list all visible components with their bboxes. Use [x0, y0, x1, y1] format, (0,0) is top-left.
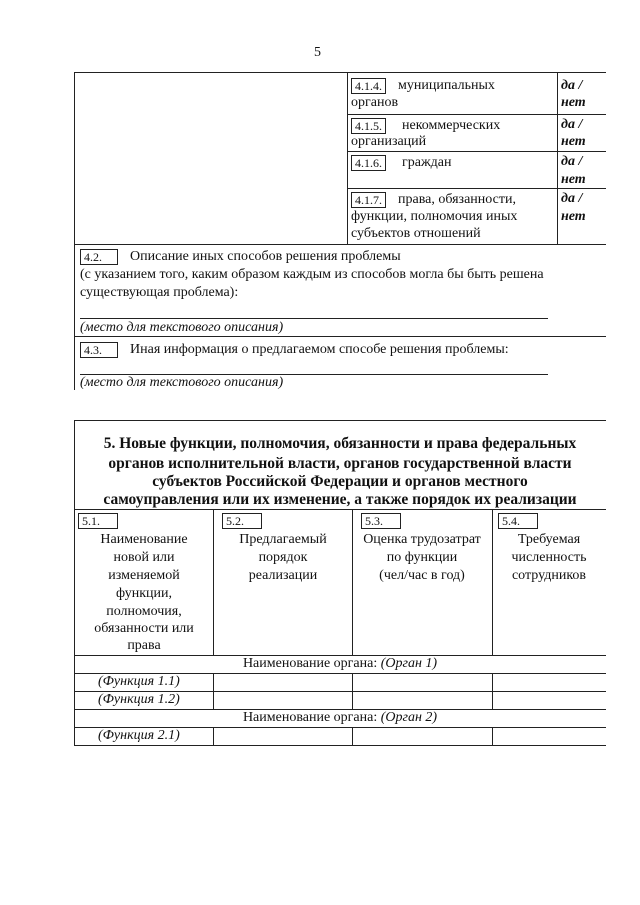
yes-no-answer: да / [561, 154, 583, 169]
row-text: некоммерческих [402, 118, 501, 133]
function-cell[interactable]: (Функция 1.1) [98, 674, 180, 689]
page-number: 5 [314, 45, 321, 60]
row-text: организаций [351, 134, 427, 149]
function-cell[interactable]: (Функция 1.2) [98, 692, 180, 707]
yes-no-answer: нет [561, 172, 586, 187]
column-header: порядок [258, 550, 308, 565]
column-header: изменяемой [108, 568, 180, 583]
organ-label: Наименование органа: [242, 656, 378, 671]
item-number-4-2: 4.2. [80, 249, 118, 265]
row-text: граждан [402, 155, 452, 170]
function-cell[interactable]: (Функция 2.1) [98, 728, 180, 743]
organ-label: Наименование органа: [242, 710, 378, 725]
yes-no-answer: да / [561, 78, 583, 93]
column-header: Предлагаемый [239, 532, 327, 547]
text-placeholder[interactable]: (место для текстового описания) [80, 320, 284, 335]
column-number-5-3: 5.3. [361, 513, 401, 529]
item-number-4-1-5: 4.1.5. [351, 118, 386, 134]
section-title: субъектов Российской Федерации и органов местного [152, 473, 528, 490]
section-title: 5. Новые функции, полномочия, обязанности и права федеральных [103, 435, 577, 452]
column-header: Требуемая [517, 532, 581, 547]
organ-row [74, 655, 606, 673]
column-header: Оценка трудозатрат [363, 532, 481, 547]
item-description: существующая проблема): [80, 285, 239, 300]
organ-name[interactable]: (Орган 1) [380, 656, 438, 671]
item-description: (с указанием того, каким образом каждым из способов могла бы быть решена [80, 267, 544, 282]
yes-no-answer: нет [561, 95, 586, 110]
row-text: муниципальных [398, 78, 495, 93]
column-header: функции, [116, 586, 172, 601]
column-header: обязанности или [94, 621, 194, 636]
column-number-5-2: 5.2. [222, 513, 262, 529]
item-number-4-3: 4.3. [80, 342, 118, 358]
column-header: новой или [113, 550, 175, 565]
row-text: функции, полномочия иных [351, 209, 518, 224]
column-header: Наименование [100, 532, 188, 547]
row-text: субъектов отношений [351, 226, 481, 241]
column-number-5-1: 5.1. [78, 513, 118, 529]
yes-no-answer: да / [561, 117, 583, 132]
column-header: (чел/час в год) [379, 568, 465, 583]
section-title: самоуправления или их изменение, а также порядок их реализации [103, 491, 577, 508]
row-text: права, обязанности, [398, 192, 516, 207]
item-number-4-1-6: 4.1.6. [351, 155, 386, 171]
yes-no-answer: нет [561, 134, 586, 149]
column-header: численность [511, 550, 587, 565]
yes-no-answer: да / [561, 191, 583, 206]
text-placeholder[interactable]: (место для текстового описания) [80, 375, 284, 390]
organ-name[interactable]: (Орган 2) [380, 710, 438, 725]
item-title: Описание иных способов решения проблемы [130, 249, 401, 264]
column-header: полномочия, [106, 604, 182, 619]
column-header: по функции [386, 550, 458, 565]
section-title: органов исполнительной власти, органов государственной власти [108, 455, 572, 472]
item-title: Иная информация о предлагаемом способе решения проблемы: [130, 342, 509, 357]
item-number-4-1-7: 4.1.7. [351, 192, 386, 208]
organ-row [74, 709, 606, 727]
row-text: органов [351, 95, 399, 110]
column-number-5-4: 5.4. [498, 513, 538, 529]
column-header: сотрудников [511, 568, 587, 583]
yes-no-answer: нет [561, 209, 586, 224]
item-number-4-1-4: 4.1.4. [351, 78, 386, 94]
column-header: права [127, 638, 161, 653]
column-header: реализации [248, 568, 318, 583]
